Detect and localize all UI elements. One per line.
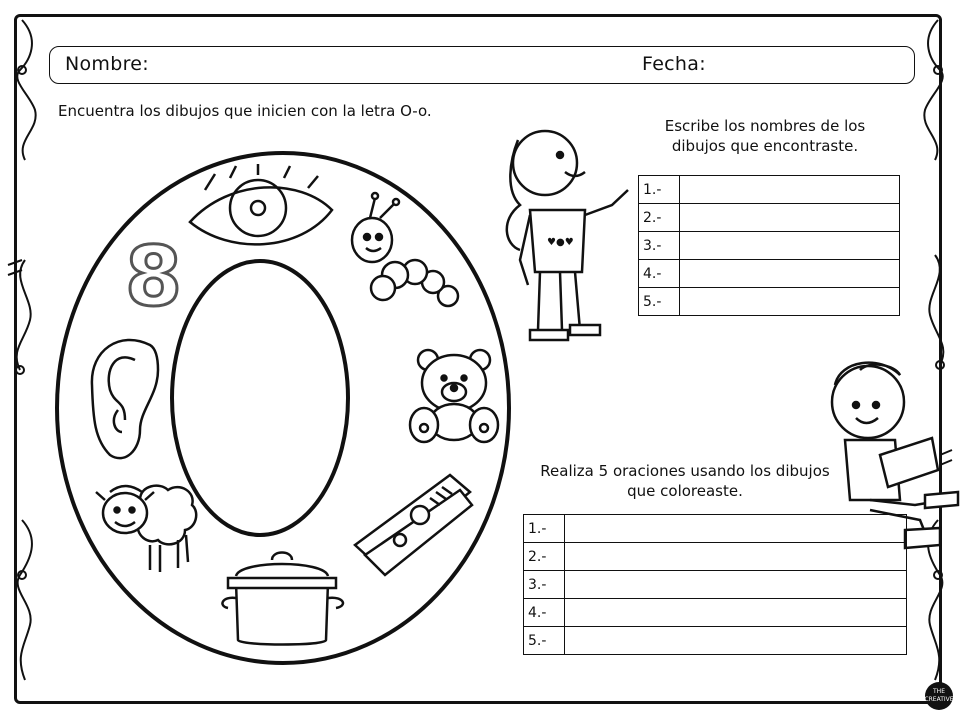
row-number: 2.-	[524, 543, 565, 571]
bottom-instruction: Realiza 5 oraciones usando los dibujos que coloreaste.	[540, 462, 830, 500]
date-label: Fecha:	[642, 53, 706, 75]
svg-text:8: 8	[125, 230, 183, 325]
sentence-blank[interactable]	[565, 571, 907, 599]
table-row[interactable]	[524, 543, 907, 571]
eye-icon	[190, 164, 332, 244]
table-row[interactable]	[524, 515, 907, 543]
pot-icon	[222, 553, 343, 645]
table-row[interactable]	[639, 232, 900, 260]
teddy-bear-icon	[410, 350, 498, 442]
row-number: 5.-	[524, 627, 565, 655]
row-number: 3.-	[524, 571, 565, 599]
sentence-blank[interactable]	[565, 515, 907, 543]
answer-blank[interactable]	[680, 260, 900, 288]
left-instruction: Encuentra los dibujos que inicien con la letra O-o.	[58, 102, 432, 120]
worm-icon	[352, 193, 458, 306]
number-eight	[125, 230, 182, 325]
sentence-blank[interactable]	[565, 599, 907, 627]
sentence-blank[interactable]	[565, 627, 907, 655]
sentence-blank[interactable]	[565, 543, 907, 571]
answer-blank[interactable]	[680, 176, 900, 204]
table-row[interactable]	[524, 571, 907, 599]
clothespin-icon	[355, 475, 472, 575]
table-row[interactable]	[639, 260, 900, 288]
creator-logo	[925, 682, 953, 710]
left-swirl-decoration	[8, 20, 36, 680]
logo-text: THE CREATIVE	[924, 688, 954, 703]
row-number: 5.-	[639, 288, 680, 316]
answer-blank[interactable]	[680, 232, 900, 260]
row-number: 4.-	[524, 599, 565, 627]
sheep-icon	[96, 486, 196, 572]
row-number: 4.-	[639, 260, 680, 288]
name-label: Nombre:	[65, 53, 149, 75]
ear-icon	[92, 340, 158, 458]
header-box	[49, 46, 915, 84]
row-number: 1.-	[639, 176, 680, 204]
girl-pointing	[507, 131, 628, 340]
answer-table-bottom	[523, 514, 907, 655]
row-number: 3.-	[639, 232, 680, 260]
answer-blank[interactable]	[680, 204, 900, 232]
table-row[interactable]	[524, 627, 907, 655]
answer-table-top	[638, 175, 900, 316]
table-row[interactable]	[639, 176, 900, 204]
answer-blank[interactable]	[680, 288, 900, 316]
table-row[interactable]	[639, 288, 900, 316]
right-instruction: Escribe los nombres de los dibujos que encontraste.	[664, 117, 866, 155]
svg-text:♥●♥: ♥●♥	[547, 237, 574, 248]
row-number: 1.-	[524, 515, 565, 543]
table-row[interactable]	[524, 599, 907, 627]
right-swirl-decoration	[924, 20, 952, 680]
table-row[interactable]	[639, 204, 900, 232]
row-number: 2.-	[639, 204, 680, 232]
